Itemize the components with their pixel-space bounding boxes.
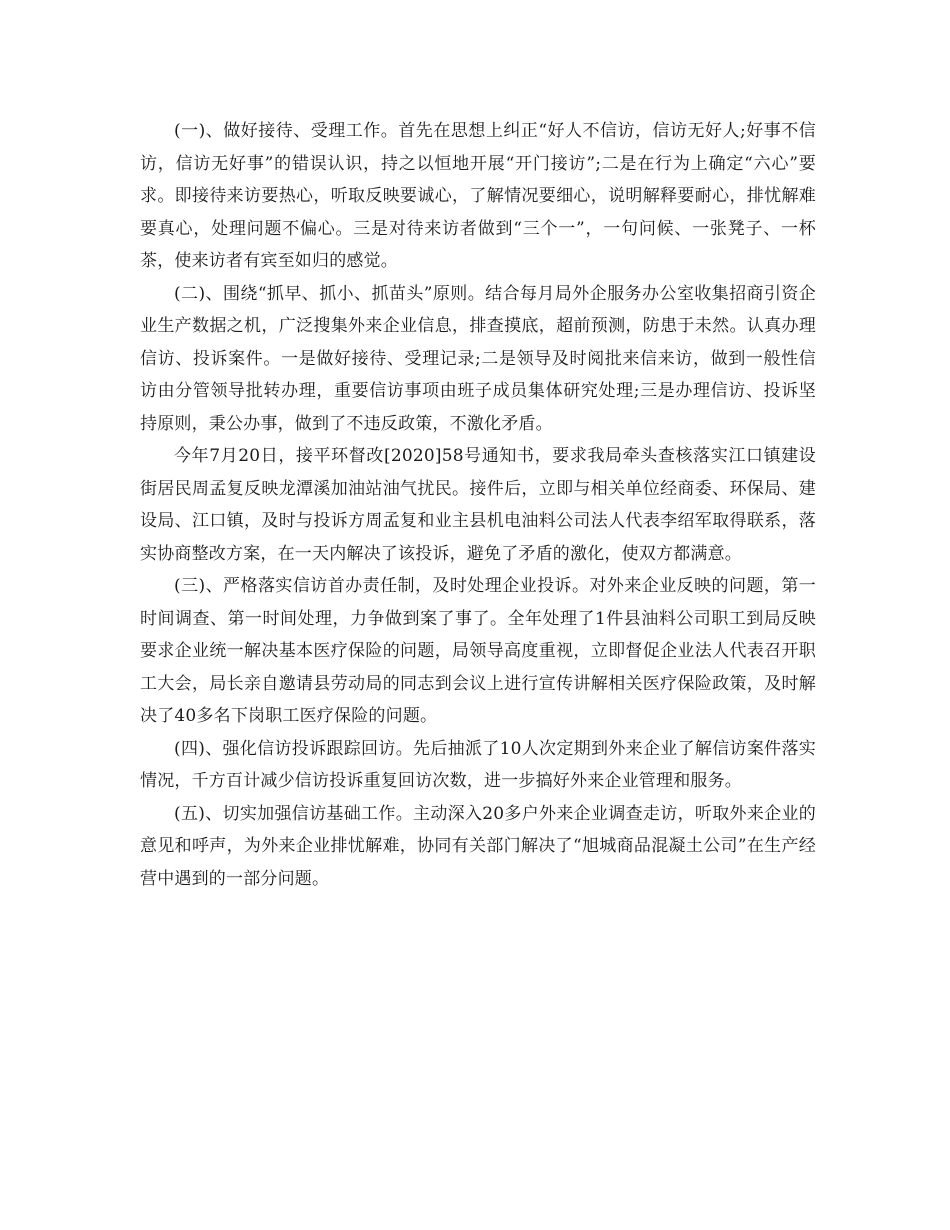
paragraph-2-principles: (二)、围绕“抓早、抓小、抓苗头”原则。结合每月局外企服务办公室收集招商引资企业生产数据之机，广泛搜集外来企业信息，排查摸底，超前预测，防患于未然。认真办理信访、投诉案件。一是做好接待、受理记录;二是领导及时阅批来信来访，做到一般性信访由分管领导批转办理，重要信访事项由班子成员集体研究处理;三是办理信访、投诉坚持原则，秉公办事，做到了不违反政策，不激化矛盾。 bbox=[140, 283, 816, 434]
paragraph-5-follow-up: (四)、强化信访投诉跟踪回访。先后抽派了10人次定期到外来企业了解信访案件落实情况，千方百计减少信访投诉重复回访次数，进一步搞好外来企业管理和服务。 bbox=[140, 738, 816, 791]
paragraph-6-groundwork: (五)、切实加强信访基础工作。主动深入20多户外来企业调查走访，听取外来企业的意见和呼声，为外来企业排忧解难，协同有关部门解决了“旭城商品混凝土公司”在生产经营中遇到的一部分问题。 bbox=[140, 803, 816, 889]
document-body bbox=[140, 115, 816, 895]
paragraph-1-reception: (一)、做好接待、受理工作。首先在思想上纠正“好人不信访，信访无好人;好事不信访，信访无好事”的错误认识，持之以恒地开展“开门接访”;二是在行为上确定“六心”要求。即接待来访要热心，听取反映要诚心，了解情况要细心，说明解释要耐心，排忧解难要真心，处理问题不偏心。三是对待来访者做到“三个一”，一句问候、一张凳子、一杯茶，使来访者有宾至如归的感觉。 bbox=[140, 121, 816, 271]
paragraph-3-case-example: 今年7月20日，接平环督改[2020]58号通知书，要求我局牵头查核落实江口镇建设街居民周孟复反映龙潭溪加油站油气扰民。接件后，立即与相关单位经商委、环保局、建设局、江口镇，及时与投诉方周孟复和业主县机电油料公司法人代表李绍军取得联系，落实协商整改方案，在一天内解决了该投诉，避免了矛盾的激化，使双方都满意。 bbox=[140, 446, 816, 564]
paragraph-4-responsibility: (三)、严格落实信访首办责任制，及时处理企业投诉。对外来企业反映的问题，第一时间调查、第一时间处理，力争做到案了事了。全年处理了1件县油料公司职工到局反映要求企业统一解决基本医疗保险的问题，局领导高度重视，立即督促企业法人代表召开职工大会，局长亲自邀请县劳动局的同志到会议上进行宣传讲解相关医疗保险政策，及时解决了40多名下岗职工医疗保险的问题。 bbox=[140, 576, 816, 726]
